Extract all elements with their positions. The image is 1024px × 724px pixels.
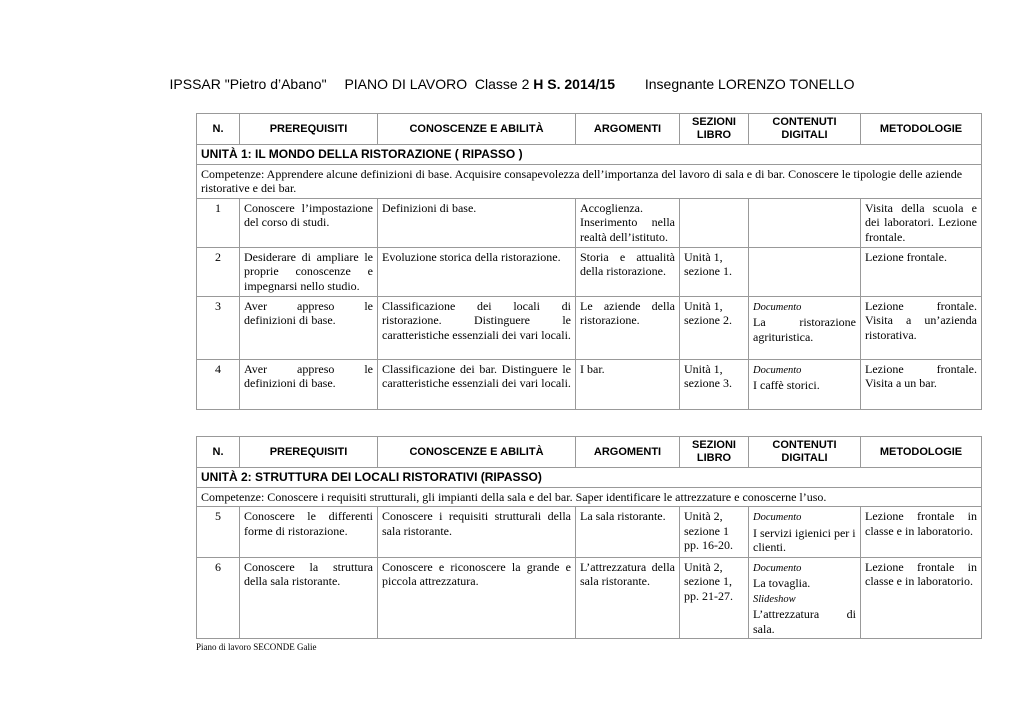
row-number: 1	[197, 198, 240, 247]
col-n: N.	[197, 437, 240, 468]
contenuti-text: La ristorazione agrituristica.	[753, 315, 856, 344]
col-conoscenze: CONOSCENZE E ABILITÀ	[378, 114, 576, 145]
row-number: 4	[197, 359, 240, 409]
argomenti-cell: Le aziende della ristorazione.	[576, 296, 680, 359]
col-argomenti: ARGOMENTI	[576, 114, 680, 145]
row-number: 5	[197, 507, 240, 558]
prerequisiti-cell: Aver appreso le definizioni di base.	[240, 359, 378, 409]
table-row	[197, 247, 982, 296]
prerequisiti-cell: Conoscere le differenti forme di ristorazione.	[240, 507, 378, 558]
contenuti-cell	[749, 507, 861, 558]
metodologie-cell: Lezione frontale. Visita a un bar.	[861, 359, 982, 409]
sezioni-cell: Unità 1, sezione 3.	[680, 359, 749, 409]
contenuti-text: La tovaglia.	[753, 576, 811, 590]
table-row	[197, 296, 982, 359]
conoscenze-cell: Conoscere i requisiti strutturali della sala ristorante.	[378, 507, 576, 558]
conoscenze-cell: Definizioni di base.	[378, 198, 576, 247]
conoscenze-cell: Classificazione dei bar. Distinguere le caratteristiche essenziali dei vari locali.	[378, 359, 576, 409]
sezioni-cell: Unità 1, sezione 1.	[680, 247, 749, 296]
contenuti-type: Documento	[753, 301, 802, 313]
conoscenze-cell: Conoscere e riconoscere la grande e piccola attrezzatura.	[378, 557, 576, 639]
class-value: H S. 2014/15	[533, 76, 615, 92]
metodologie-cell: Visita della scuola e dei laboratori. Lezione frontale.	[861, 198, 982, 247]
sezioni-cell: Unità 1, sezione 2.	[680, 296, 749, 359]
page-header	[0, 76, 1024, 92]
unit-title: UNITÀ 2: STRUTTURA DEI LOCALI RISTORATIVI (RIPASSO)	[197, 468, 982, 488]
metodologie-cell: Lezione frontale in classe e in laboratorio.	[861, 557, 982, 639]
competenze: Competenze: Apprendere alcune definizioni di base. Acquisire consapevolezza dell’importanza del lavoro di sala e di bar. Conoscere le tipologie delle aziende ristorative e dei bar.	[197, 164, 982, 198]
argomenti-cell: Accoglienza. Inserimento nella realtà dell’istituto.	[576, 198, 680, 247]
contenuti-type: Documento	[753, 512, 802, 523]
header-row	[197, 437, 982, 468]
table-row	[197, 507, 982, 558]
col-contenuti: CONTENUTI DIGITALI	[749, 114, 861, 145]
col-prerequisiti: PREREQUISITI	[240, 114, 378, 145]
contenuti-text: I servizi igienici per i clienti.	[753, 525, 856, 554]
contenuti-cell	[749, 296, 861, 359]
contenuti-type: Documento	[753, 562, 802, 574]
col-conoscenze: CONOSCENZE E ABILITÀ	[378, 437, 576, 468]
argomenti-cell: L’attrezzatura della sala ristorante.	[576, 557, 680, 639]
header-row	[197, 114, 982, 145]
contenuti-cell	[749, 359, 861, 409]
unit2-table	[196, 436, 982, 639]
row-number: 2	[197, 247, 240, 296]
argomenti-cell: La sala ristorante.	[576, 507, 680, 558]
prerequisiti-cell: Conoscere l’impostazione del corso di studi.	[240, 198, 378, 247]
teacher-name: Insegnante LORENZO TONELLO	[644, 76, 855, 92]
metodologie-cell: Lezione frontale.	[861, 247, 982, 296]
prerequisiti-cell: Conoscere la struttura della sala ristorante.	[240, 557, 378, 639]
row-number: 3	[197, 296, 240, 359]
prerequisiti-cell: Desiderare di ampliare le proprie conoscenze e impegnarsi nello studio.	[240, 247, 378, 296]
sezioni-cell	[680, 198, 749, 247]
metodologie-cell: Lezione frontale. Visita a un’azienda ristorativa.	[861, 296, 982, 359]
col-sezioni: SEZIONI LIBRO	[680, 114, 749, 145]
col-n: N.	[197, 114, 240, 145]
contenuti-cell	[749, 557, 861, 639]
contenuti-cell	[749, 198, 861, 247]
contenuti-cell	[749, 247, 861, 296]
argomenti-cell: Storia e attualità della ristorazione.	[576, 247, 680, 296]
row-number: 6	[197, 557, 240, 639]
conoscenze-cell: Classificazione dei locali di ristorazione. Distinguere le caratteristiche essenziali dei vari locali.	[378, 296, 576, 359]
table-row	[197, 198, 982, 247]
table-row	[197, 557, 982, 639]
contenuti-text-2: L’attrezzatura di sala.	[753, 607, 856, 636]
col-prerequisiti: PREREQUISITI	[240, 437, 378, 468]
table-row	[197, 359, 982, 409]
prerequisiti-cell: Aver appreso le definizioni di base.	[240, 296, 378, 359]
unit-title: UNITÀ 1: IL MONDO DELLA RISTORAZIONE ( RIPASSO )	[197, 145, 982, 165]
sezioni-cell: Unità 2, sezione 1, pp. 21-27.	[680, 557, 749, 639]
plan-title: PIANO DI LAVORO	[344, 76, 468, 92]
col-metodologie: METODOLOGIE	[861, 114, 982, 145]
col-metodologie: METODOLOGIE	[861, 437, 982, 468]
unit1-table	[196, 113, 982, 410]
col-argomenti: ARGOMENTI	[576, 437, 680, 468]
contenuti-type: Documento	[753, 364, 802, 376]
sezioni-cell: Unità 2, sezione 1 pp. 16-20.	[680, 507, 749, 558]
contenuti-type-2: Slideshow	[753, 593, 796, 605]
class-label: Classe 2	[474, 76, 530, 92]
metodologie-cell: Lezione frontale in classe e in laboratorio.	[861, 507, 982, 558]
page-footer: Piano di lavoro SECONDE Galie	[196, 642, 317, 652]
conoscenze-cell: Evoluzione storica della ristorazione.	[378, 247, 576, 296]
argomenti-cell: I bar.	[576, 359, 680, 409]
col-contenuti: CONTENUTI DIGITALI	[749, 437, 861, 468]
school-name: IPSSAR "Pietro d’Abano"	[169, 76, 327, 92]
col-sezioni: SEZIONI LIBRO	[680, 437, 749, 468]
contenuti-text: I caffè storici.	[753, 378, 820, 392]
competenze: Competenze: Conoscere i requisiti strutturali, gli impianti della sala e del bar. Saper identificare le attrezzature e conoscerne l’uso.	[197, 487, 982, 507]
